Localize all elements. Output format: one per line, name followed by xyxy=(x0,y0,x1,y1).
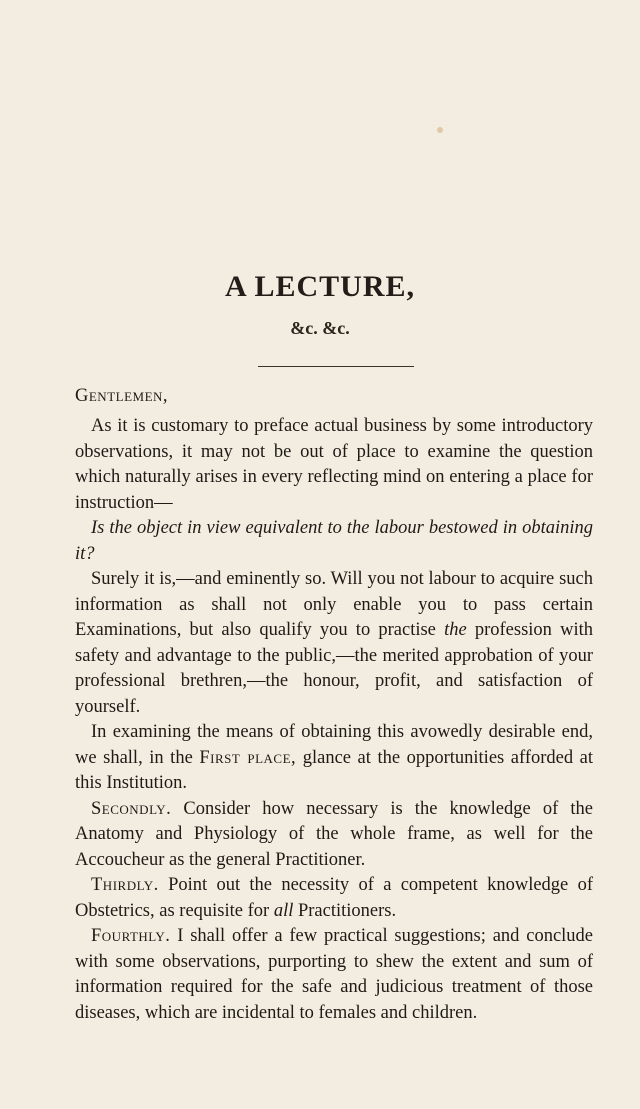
paragraph-7-heading: Fourthly. xyxy=(91,926,171,946)
paragraph-6-start: Point out the necessity of a competent knowledge of Obstetrics, as requisite for xyxy=(75,875,593,921)
lecture-body xyxy=(75,414,593,1026)
paragraph-4 xyxy=(75,720,593,797)
page-title: A LECTURE, xyxy=(224,270,416,303)
paper-stain xyxy=(437,127,443,133)
paragraph-5-heading: Secondly. xyxy=(91,798,172,819)
paragraph-3-end: profession with safety and advantage to the public,—the merited approbation of your professional brethren,—the honour, profit, and satisfaction of yourself. xyxy=(75,620,593,717)
paragraph-4-start: In examining the means of obtaining this avowedly desirable end, we shall, in the xyxy=(75,722,593,768)
paragraph-7-text: I shall offer a few practical suggestions; and conclude with some observations, purporting to shew the extent and sum of information required for the safe and judicious treatment of those diseases, which are incidental to females and children. xyxy=(75,926,594,1023)
page-subtitle: &c. &c. xyxy=(290,318,350,338)
paragraph-7 xyxy=(75,924,593,1026)
paragraph-6-end: Practitioners. xyxy=(297,900,397,921)
paragraph-6-heading: Thirdly. xyxy=(91,875,159,895)
paragraph-6 xyxy=(75,873,593,924)
paragraph-1: As it is customary to preface actual business by some introductory observations, it may not be out of place to examine the question which naturally arises in every reflecting mind on entering a place for instruction— xyxy=(75,416,593,513)
paragraph-4-smallcaps: First place, xyxy=(199,747,297,768)
salutation: Gentlemen, xyxy=(75,386,169,406)
paragraph-2: Is the object in view equivalent to the labour bestowed in obtaining it? xyxy=(75,518,593,564)
title-divider xyxy=(258,366,414,367)
paragraph-3-italic: the xyxy=(444,620,467,640)
paragraph-5-text: Consider how necessary is the knowledge of the Anatomy and Physiology of the whole frame, as well for the Accoucheur as the general Practitioner. xyxy=(75,798,593,870)
paragraph-6-italic: all xyxy=(273,900,294,921)
paragraph-3-text: Surely it is,—and eminently so. Will you not labour to acquire such information as shall not only enable you to pass certain Examinations, but also qualify you to practise xyxy=(75,569,593,640)
paragraph-5 xyxy=(75,797,593,874)
paragraph-4-end: glance at the opportunities afforded at this Institution. xyxy=(75,747,594,793)
paragraph-3 xyxy=(75,567,593,720)
